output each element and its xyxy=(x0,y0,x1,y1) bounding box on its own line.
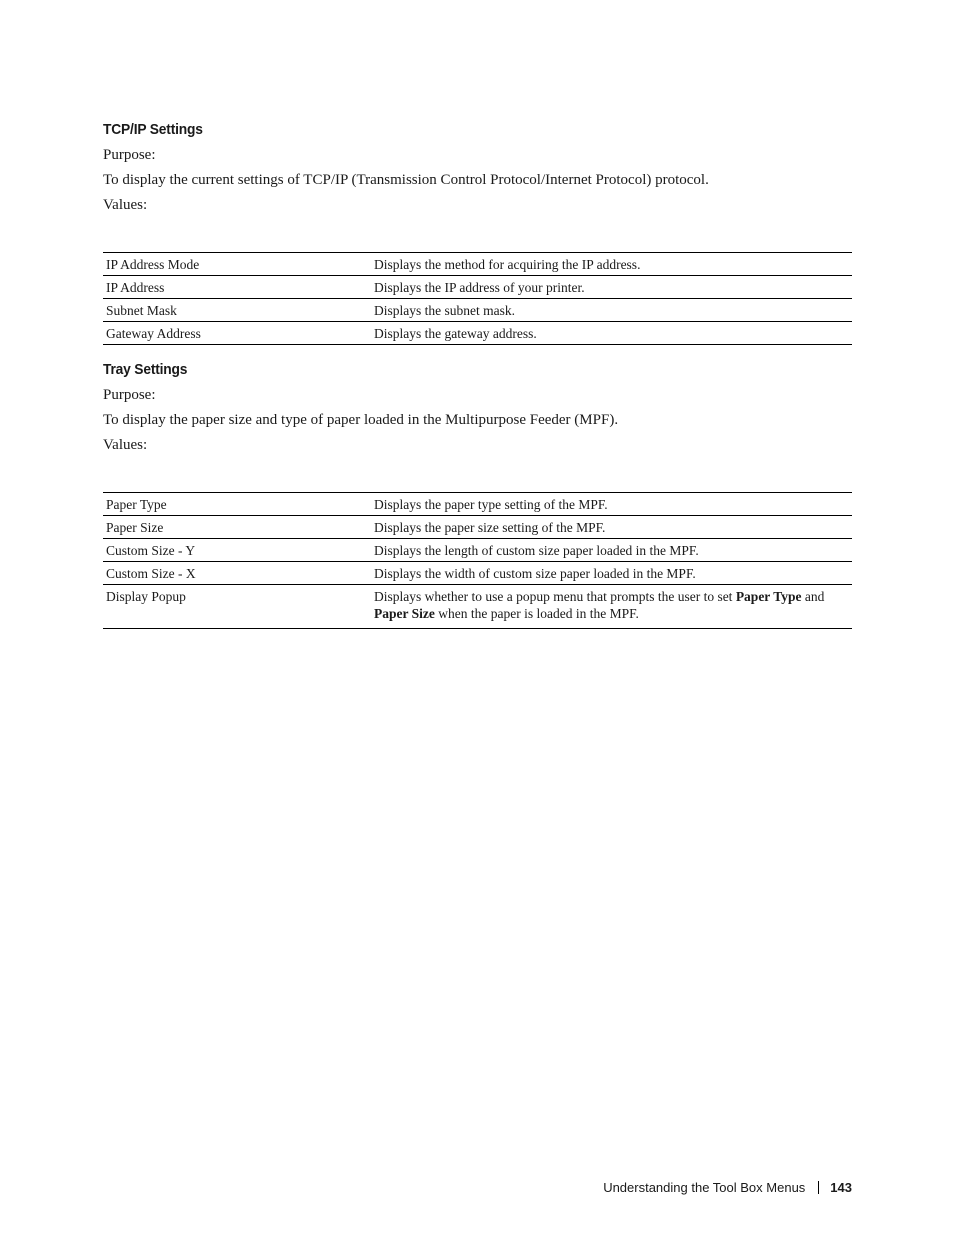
page-number: 143 xyxy=(830,1180,852,1195)
setting-description: Displays the IP address of your printer. xyxy=(371,276,852,299)
footer-divider xyxy=(818,1181,819,1194)
values-label: Values: xyxy=(103,437,148,453)
purpose-text: To display the paper size and type of paper loaded in the Multipurpose Feeder (MPF). xyxy=(103,412,619,428)
setting-description: Displays the method for acquiring the IP address. xyxy=(374,257,641,272)
values-label: Values: xyxy=(103,197,148,213)
table-row xyxy=(103,322,852,345)
setting-name: Custom Size - Y xyxy=(103,539,371,562)
setting-name: Display Popup xyxy=(103,585,371,629)
table-row xyxy=(103,253,852,276)
setting-name: Custom Size - X xyxy=(103,562,371,585)
purpose-text: To display the current settings of TCP/IP (Transmission Control Protocol/Internet Protocol) protocol. xyxy=(103,172,709,188)
table-row xyxy=(103,299,852,322)
setting-name: Paper Size xyxy=(103,516,371,539)
section-heading-tray: Tray Settings xyxy=(103,361,188,378)
desc-text: and xyxy=(801,589,825,604)
setting-name: IP Address Mode xyxy=(106,257,200,272)
setting-description: Displays the length of custom size paper loaded in the MPF. xyxy=(371,539,852,562)
setting-description: Displays the paper size setting of the MPF. xyxy=(371,516,852,539)
table-row xyxy=(103,493,852,516)
setting-description: Displays the paper type setting of the MPF. xyxy=(374,497,608,512)
page-footer xyxy=(603,1180,852,1195)
setting-name: Subnet Mask xyxy=(103,299,371,322)
purpose-label: Purpose: xyxy=(103,387,156,403)
table-row xyxy=(103,562,852,585)
menu-term: Paper Type xyxy=(735,589,802,604)
tcpip-values-table xyxy=(103,252,852,345)
table-row xyxy=(103,516,852,539)
setting-name: Gateway Address xyxy=(103,322,371,345)
setting-description: Displays the subnet mask. xyxy=(371,299,852,322)
setting-name: Paper Type xyxy=(106,497,167,512)
footer-section-title: Understanding the Tool Box Menus xyxy=(603,1180,806,1195)
tray-values-table xyxy=(103,492,852,629)
section-heading-tcpip: TCP/IP Settings xyxy=(103,121,203,138)
table-row xyxy=(103,585,852,629)
purpose-label: Purpose: xyxy=(103,147,156,163)
setting-description: Displays the width of custom size paper loaded in the MPF. xyxy=(371,562,852,585)
desc-text: when the paper is loaded in the MPF. xyxy=(434,606,639,621)
desc-text: Displays whether to use a popup menu that prompts the user to set xyxy=(374,589,736,604)
menu-term: Paper Size xyxy=(374,606,435,621)
table-row xyxy=(103,539,852,562)
setting-description: Displays the gateway address. xyxy=(371,322,852,345)
setting-description xyxy=(371,585,852,629)
table-row xyxy=(103,276,852,299)
setting-name: IP Address xyxy=(103,276,371,299)
